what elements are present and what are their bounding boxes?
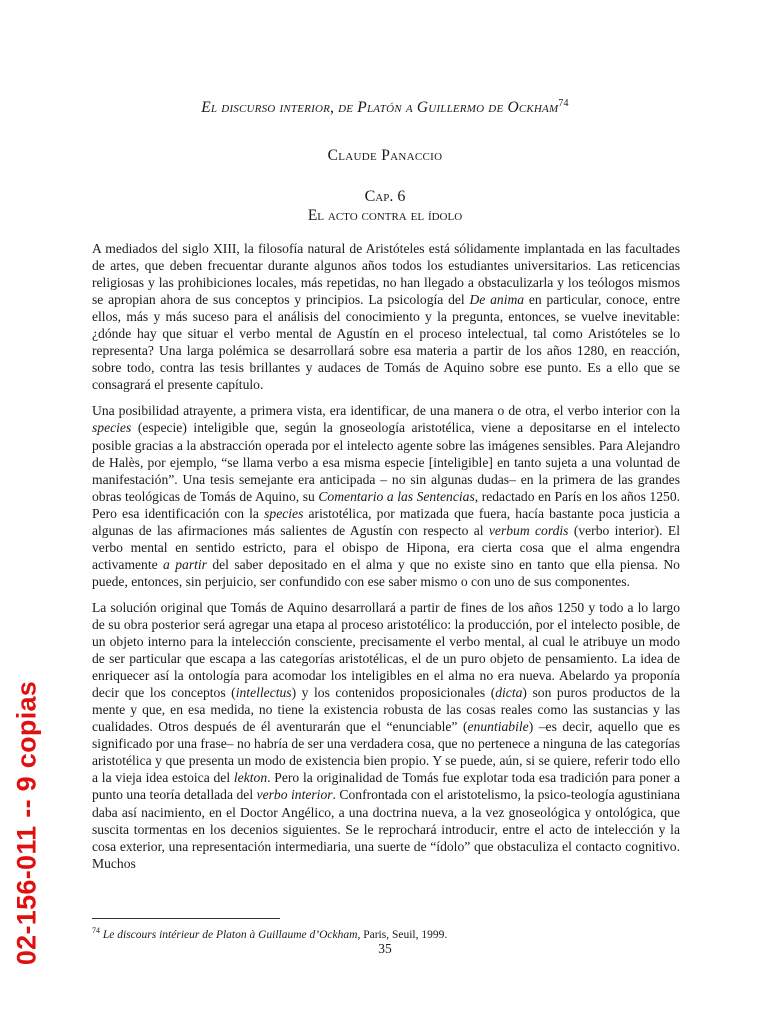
text-run: en particular, conoce, entre ellos, más y más suceso para el análisis del conocimiento y la pregunta, entonces, se vuelve inevitable: ¿dónde hay que situar el verbo mental de Agustín en el proceso intelectual, tal como Aristóteles se lo representa? Una larga polémica se desarrollará sobre esa materia a partir de los años 1280, en reacción, sobre todo, contra las tesis brillantes y audaces de Tomás de Aquino sobre ese punto. Es a ello que se consagrará el presente capítulo.: [92, 292, 680, 393]
text-run: . Pero la originalidad de Tomás fue explotar toda esa tradición para poner a punto una teoría detallada del: [92, 770, 680, 803]
footnote-mark: 74: [92, 926, 100, 935]
italic-text-run: enuntiabile: [467, 719, 529, 735]
footnote-citation: , Paris, Seuil, 1999.: [357, 928, 448, 941]
text-run: ) –es decir, aquello que es significado por una frase– no habría de ser una verdadera cosa, que no pertenece a ninguna de las categorías aristotélica y que presenta un modo de existencia bien propio. Y se puede, aún, si se quiere, referir todo ello a la vieja idea estoica del: [92, 719, 680, 786]
italic-text-run: Comentario a las Sentencias: [318, 488, 475, 504]
italic-text-run: lekton: [233, 770, 268, 786]
book-title-text: El discurso interior, de Platón a Guillermo de Ockham: [201, 99, 559, 117]
title-footnote-mark: 74: [558, 98, 569, 109]
text-run: ) son puros productos de la mente y que, en esa medida, no tiene la existencia robusta de las cosas reales como las sustancias y las cualidades. Otros después de él aventurarán que el “enunciable” (: [92, 685, 680, 735]
italic-text-run: verbum cordis: [488, 522, 569, 538]
italic-text-run: verbo interior: [256, 787, 333, 803]
text-run: ) y los contenidos proposicionales (: [291, 685, 496, 701]
paragraph: [92, 599, 680, 872]
paragraph: [92, 240, 680, 393]
italic-text-run: intellectus: [235, 685, 292, 701]
copy-stamp: [10, 660, 44, 986]
italic-text-run: species: [264, 505, 304, 521]
text-run: , redactado en París en los años 1250. Pero esa identificación con la: [92, 488, 681, 521]
italic-text-run: dicta: [495, 685, 523, 701]
footnote-cited-title: Le discours intérieur de Platon à Guillaume d’Ockham: [102, 928, 358, 941]
text-run: A mediados del siglo XIII, la filosofía natural de Aristóteles está sólidamente implantada en las facultades de artes, que deben frecuentar durante algunos años todos los estudiantes universitarios. Las reticencias religiosas y las prohibiciones locales, más repetidas, no han llegado a obstaculizarla y los teólogos mismos se apropian ahora de sus conceptos y principios. La psicología del: [92, 241, 680, 308]
footnote: [92, 924, 680, 942]
text-run: del saber depositado en el alma y que no existe sino en tanto que ella piensa. No puede, entonces, sin perjuicio, ser confundido con ese saber mismo o con uno de sus componentes.: [92, 556, 680, 589]
text-run: (especie) inteligible que, según la gnoseología aristotélica, viene a depositarse en el intelecto posible gracias a la abstracción operada por el intelecto agente sobre las imágenes sensibles. Para Alejandro de Halès, por ejemplo, “se llama verbo a esa misma especie [inteligible] en tanto sujeta a una voluntad de manifestación”. Una tesis semejante era anticipada – no sin algunas dudas– en la primera de las grandes obras teológicas de Tomás de Aquino, su: [92, 420, 680, 504]
chapter-number: Cap. 6: [364, 188, 406, 205]
text-run: (verbo interior). El verbo mental en sentido estricto, para el obispo de Hipona, era cierta cosa que el alma engendra activamente: [92, 522, 680, 572]
book-title: [90, 98, 680, 117]
text-run: La solución original que Tomás de Aquino desarrollará a partir de fines de los años 1250 y todo a lo largo de su obra posterior será agregar una etapa al proceso aristotélico: la producción, por el intelecto posible, de un objeto interno para la intelección consciente, precisamente el verbo mental, al cual le atribuye un modo de ser particular que escapa a las categorías aristotélicas, el de un puro objeto de pensamiento. La idea de enriquecer así la ontología para acomodar los inteligibles en el alma no era nueva. Abelardo ya proponía decir que los conceptos (: [92, 599, 680, 701]
page-number: 35: [378, 941, 392, 956]
chapter-title: El acto contra el ídolo: [307, 207, 463, 224]
text-run: aristotélica, por matizada que fuera, hacía bastante poca justicia a algunas de las afirmaciones más salientes de Agustín con respecto al: [92, 505, 681, 538]
author-name: Claude Panaccio: [327, 147, 443, 164]
italic-text-run: a partir: [163, 556, 207, 572]
body-text: [92, 240, 680, 872]
footnote-divider: [92, 918, 280, 919]
copy-stamp-text: 02-156-011 -- 9 copias: [11, 680, 42, 966]
italic-text-run: De anima: [469, 292, 525, 308]
paragraph: [92, 402, 680, 590]
italic-text-run: species: [92, 420, 132, 436]
text-run: . Confrontada con el aristotelismo, la psico-teología agustiniana daba así nacimiento, en el Doctor Angélico, a una doctrina nueva, a la vez gnoseológica y ontológica, que suscita tormentas en los decenios siguientes. Se le reprochará introducir, entre el acto de intelección y la cosa exterior, una representación intermediaria, una suerte de “ídolo” que obstaculiza el contacto cognitivo. Muchos: [92, 787, 680, 871]
text-run: Una posibilidad atrayente, a primera vista, era identificar, de una manera o de otra, el verbo interior con la: [92, 403, 680, 419]
